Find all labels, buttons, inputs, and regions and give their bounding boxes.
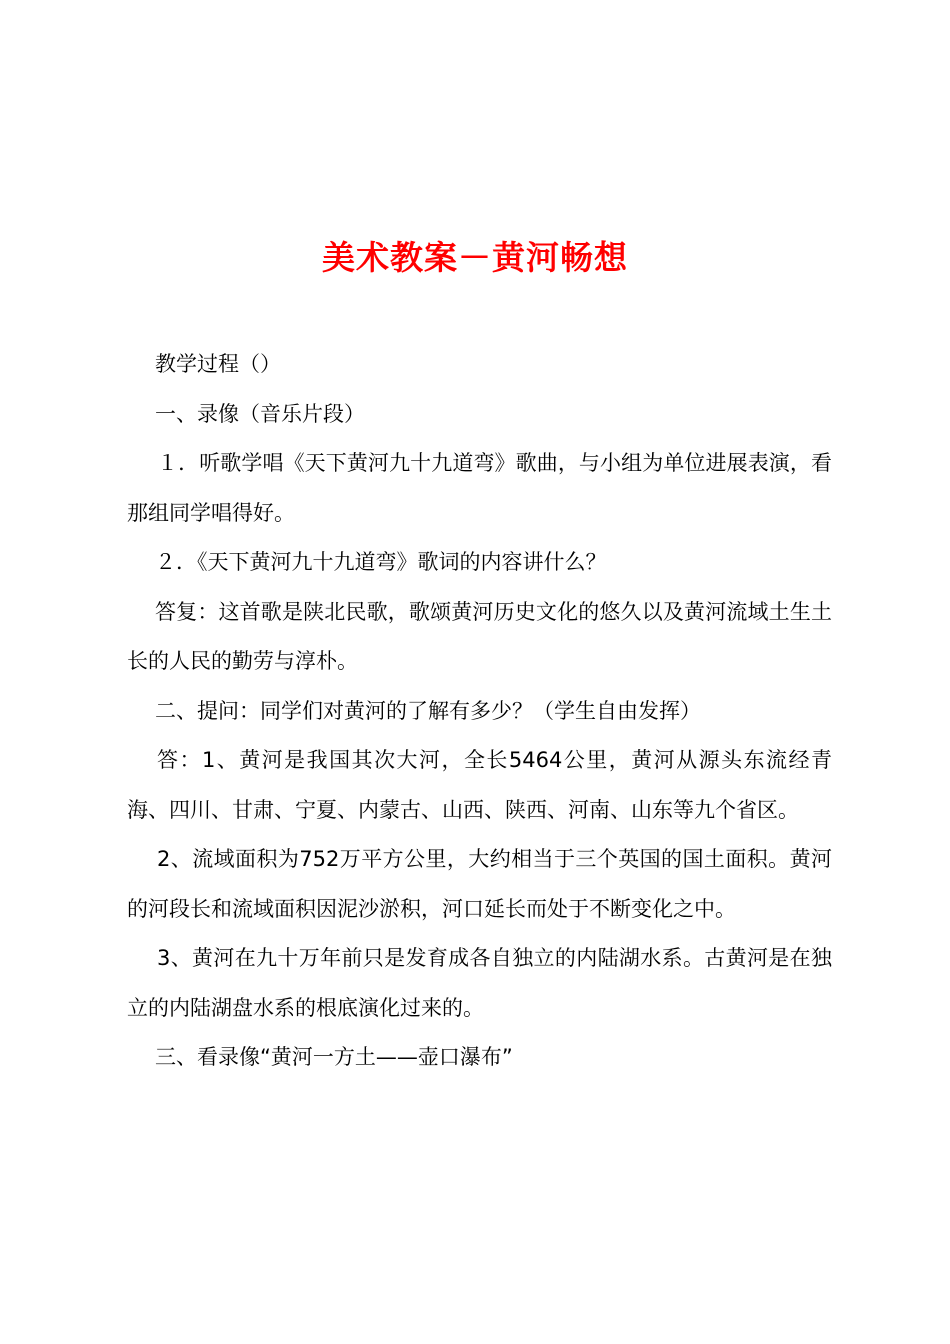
document-title: 美术教案－黄河畅想: [322, 238, 628, 278]
paragraph-answer-song: 答复：这首歌是陕北民歌，歌颂黄河历史文化的悠久以及黄河流域土生土长的人民的勤劳与淳朴。: [127, 599, 832, 673]
paragraph-answer-3-history: 3、黄河在九十万年前只是发育成各自独立的内陆湖水系。古黄河是在独立的内陆湖盘水系的根底演化过来的。: [127, 946, 832, 1020]
paragraph-section-1-video: 一、录像（音乐片段）: [155, 401, 365, 426]
document-body: [127, 340, 832, 1083]
paragraph-section-3-video: 三、看录像“黄河一方土——壶口瀑布”: [155, 1045, 513, 1069]
paragraph-item-2-lyrics-question: ２．《天下黄河九十九道弯》歌词的内容讲什么？: [155, 550, 607, 574]
paragraph-answer-1-yellow-river: 答：1、黄河是我国其次大河，全长5464公里，黄河从源头东流经青海、四川、甘肃、宁夏、内蒙古、山西、陕西、河南、山东等九个省区。: [127, 748, 832, 822]
paragraph-item-1-song: １．听歌学唱《天下黄河九十九道弯》歌曲，与小组为单位进展表演，看那组同学唱得好。: [127, 451, 832, 525]
paragraph-section-2-question: 二、提问：同学们对黄河的了解有多少？（学生自由发挥）: [155, 698, 701, 723]
paragraph-teaching-process: 教学过程（）: [155, 352, 281, 376]
paragraph-answer-2-basin-area: 2、流域面积为752万平方公里，大约相当于三个英国的国土面积。黄河的河段长和流域面积因泥沙淤积，河口延长而处于不断变化之中。: [127, 847, 832, 921]
